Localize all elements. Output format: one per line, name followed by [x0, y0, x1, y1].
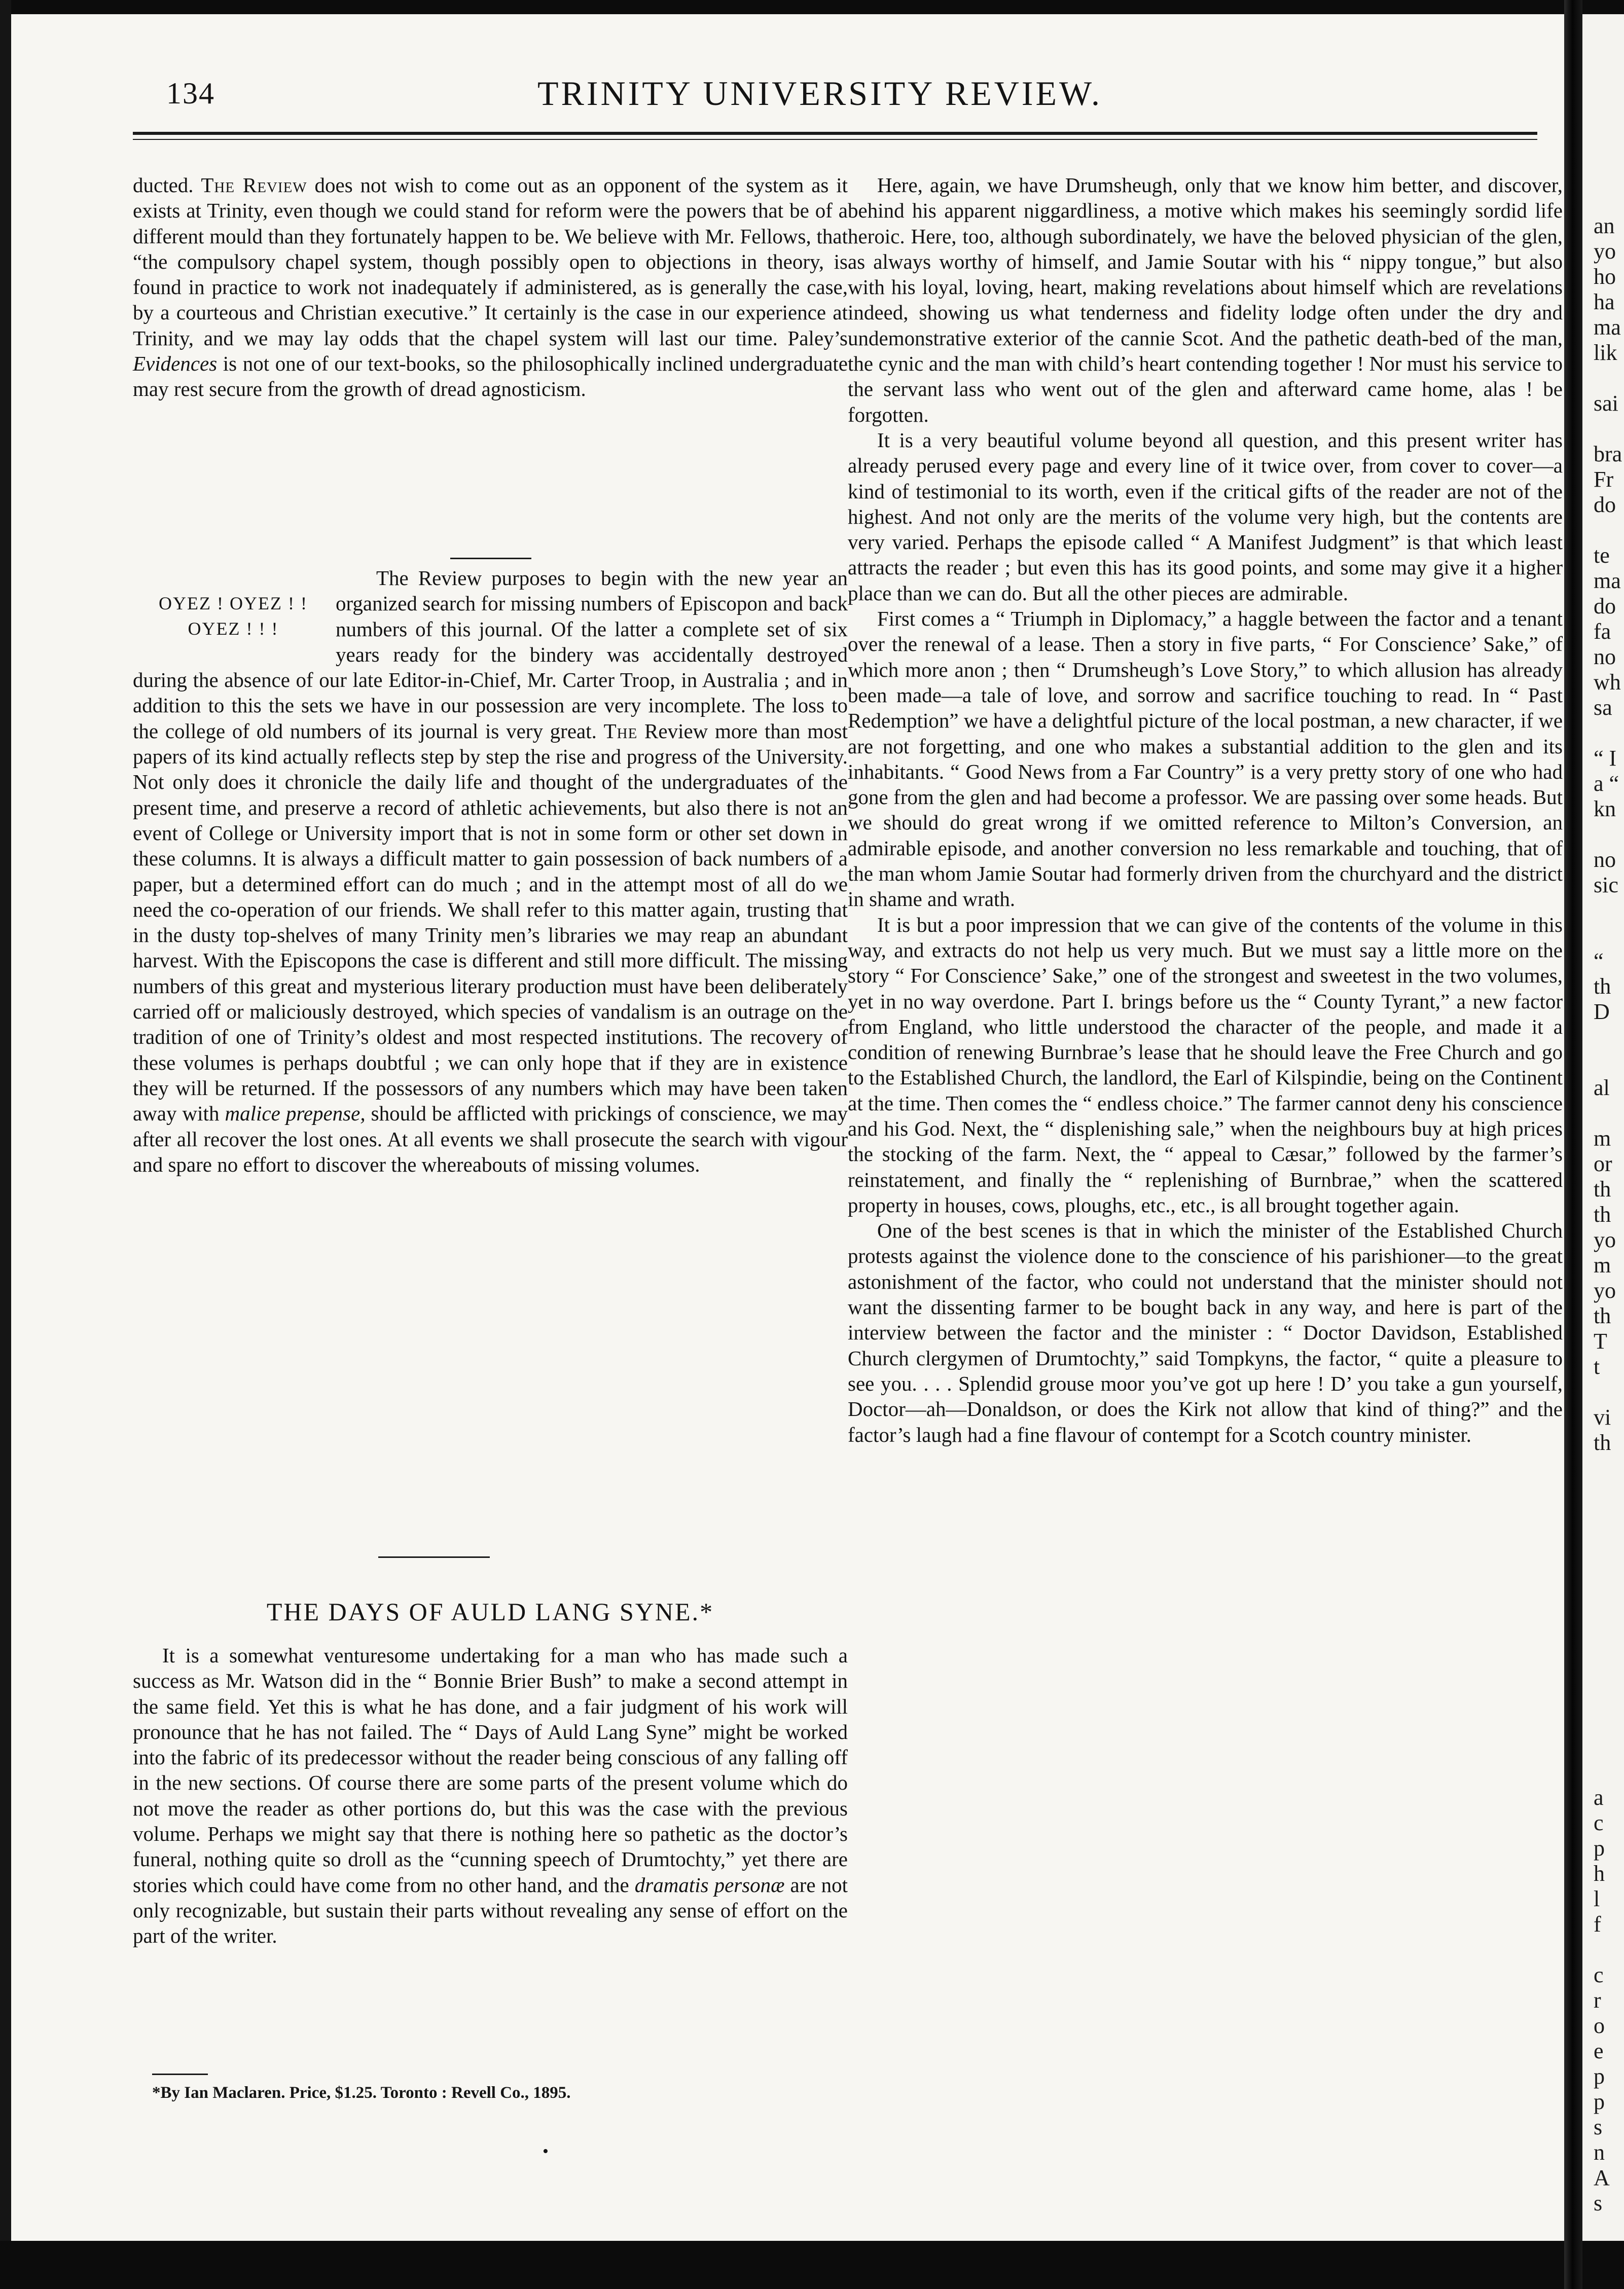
facing-page-line-fragment: th [1594, 974, 1611, 999]
facing-page-line-fragment: yo [1594, 239, 1616, 264]
header-rule-thin [133, 139, 1537, 140]
paragraph-best-scenes: One of the best scenes is that in which the minister of the Established Church protests against the violence done to the conscience of his parishioner—to the great astonishment of the factor, who could not understand that the minister should not want the dissenting farmer to be bought back in any way, and here is part of the interview between the factor and the minister : “ Doctor Davidson, Established Church clergymen of Drumtochty,” said Tompkyns, the factor, “ quite a pleasure to see you. . . . Splendid grouse moor you’ve got up here ! D’ you take a gun yourself, Doctor—ah—Donaldson, or does the Kirk not allow that kind of thing?” and the factor’s laugh had a fine flavour of contempt for a Scotch country minister. [848, 1219, 1563, 1446]
facing-page-line-fragment: sai [1594, 391, 1618, 416]
paragraph-contents: First comes a “ Triumph in Diplomacy,” a haggle between the factor and a tenant over the renewal of a lease. Then a story in five parts, “ For Conscience’ Sake,” of which more anon ; then “ Drumsheugh’s Love Story,” to which allusion has already been made—a tale of love, and sorrow and sacrifice touching to read. In “ Past Redemption” we have a delightful picture of the local postman, a new character, if we are not forgetting, and one who makes a substantial addition to the glen and its inhabitants. “ Good News from a Far Country” is a very pretty story of one who had gone from the glen and had become a professor. We are passing over some heads. But we should do great wrong if we omitted reference to Milton’s Conversion, an admirable episode, and another conversion no less remarkable and touching, that of the man whom Jamie Soutar had formerly driven from the churchyard and the district in shame and wrath. [848, 607, 1563, 911]
facing-page-line-fragment: al [1594, 1075, 1610, 1100]
facing-page-line-fragment: l [1594, 1886, 1600, 1911]
facing-page-line-fragment: “ I [1594, 746, 1617, 771]
paragraph-conscience-sake: It is but a poor impression that we can give of the contents of the volume in this way, and extracts do not help us very much. But we must say a little more on the story “ For Conscience’ Sake,” one of the strongest and sweetest in the two volumes, yet in no way overdone. Part I. brings before us the “ County Tyrant,” a new factor from England, who little understood the character of the people, and made it a condition of renewing Burnbrae’s lease that he should leave the Free Church and go to the Established Church, the landlord, the Earl of Kilspindie, being on the Continent at the time. Then comes the “ endless choice.” The farmer cannot deny his conscience and his God. Next, the “ displenishing sale,” when the neighbours buy at high prices the stocking of the farm. Next, the “ appeal to Cæsar,” followed by the farmer’s reinstatement, and finally the “ replenishing of Burnbrae,” when the scattered property in houses, cows, ploughs, etc., etc., is all brought together again. [848, 913, 1563, 1217]
facing-page-line-fragment: do [1594, 594, 1616, 619]
oyez-line-2: OYEZ ! ! ! [188, 619, 279, 639]
facing-page-line-fragment: D [1594, 999, 1610, 1024]
article-intro-column [133, 1643, 848, 1949]
facing-page-line-fragment: lik [1594, 340, 1617, 365]
section-rule-article [378, 1556, 490, 1558]
facing-page-line-fragment: sic [1594, 873, 1618, 897]
facing-page-line-fragment: p [1594, 2064, 1605, 2089]
facing-page-line-fragment: or [1594, 1151, 1612, 1176]
printer-mark: • [543, 2142, 549, 2161]
facing-page-line-fragment: th [1594, 1177, 1611, 1202]
facing-page-line-fragment: ma [1594, 315, 1621, 340]
running-head: TRINITY UNIVERSITY REVIEW. [537, 74, 1102, 113]
facing-page-line-fragment: f [1594, 1912, 1601, 1937]
facing-page-line-fragment: yo [1594, 1278, 1616, 1303]
footnote: *By Ian Maclaren. Price, $1.25. Toronto : Revell Co., 1895. [152, 2084, 571, 2102]
section-rule-short [450, 558, 531, 559]
facing-page-line-fragment: yo [1594, 1227, 1616, 1252]
article-title: THE DAYS OF AULD LANG SYNE.* [266, 1597, 714, 1626]
facing-page-line-fragment: m [1594, 1126, 1611, 1151]
facing-page-line-fragment: n [1594, 2140, 1605, 2165]
facing-page-line-fragment: bra [1594, 442, 1622, 466]
facing-page-line-fragment: c [1594, 1810, 1604, 1835]
facing-page-line-fragment: vi [1594, 1405, 1611, 1430]
paragraph-beautiful-volume: It is a very beautiful volume beyond all question, and this present writer has already perused every page and every line of it twice over, from cover to cover—a kind of testimonial to its worth, even if the critical gifts of the reader are not of the highest. And not only are the merits of the volume very high, but the contents are very varied. Perhaps the episode called “ A Manifest Judgment” is that which least attracts the reader ; but even this has its good points, and some may give it a higher place than we can do. But all the other pieces are admirable. [848, 428, 1563, 605]
facing-page-line-fragment: sa [1594, 695, 1612, 720]
facing-page-line-fragment: c [1594, 1963, 1604, 1987]
oyez-article [133, 565, 848, 1177]
scan-edge-left [0, 0, 11, 2289]
facing-page-line-fragment: fa [1594, 619, 1611, 644]
header-rule-thick [133, 132, 1537, 135]
facing-page-line-fragment: ho [1594, 264, 1616, 289]
facing-page-line-fragment: p [1594, 1836, 1605, 1861]
facing-page-line-fragment: ma [1594, 568, 1621, 593]
page-number: 134 [166, 77, 215, 110]
facing-page-line-fragment: e [1594, 2039, 1604, 2063]
facing-page-line-fragment: te [1594, 543, 1610, 568]
facing-page-line-fragment: t [1594, 1354, 1600, 1379]
paragraph-missing-numbers: The Review purposes to begin with the new year an organized search for missing numbers of Episcopon and back numbers of this journal. Of the latter a complete set of six years ready for the bindery was accidentally destroyed during the absence of our late Editor-in-Chief, Mr. Carter Troop, in Australia ; and in addition to this the sets we have in our possession are very incomplete. The loss to the college of old numbers of its journal is very great. The Review more than most papers of its kind actually reflects step by step the rise and progress of the University. Not only does it chronicle the daily life and thought of the undergraduates of the present time, and preserve a record of athletic achievements, but also there is not an event of College or University import that is not in some form or other set down in these columns. It is always a difficult matter to gain possession of back numbers of a paper, but a determined effort can do much ; and in the attempt most of all do we need the co-operation of our friends. We shall refer to this matter again, trusting that in the dusty top-shelves of many Trinity men’s libraries we may reap an abundant harvest. With the Episcopons the case is different and still more difficult. The missing numbers of this great and mysterious literary production must have been deliberately carried off or maliciously destroyed, which species of vandalism is an outrage on the tradition of one of Trinity’s oldest and most respected institutions. The recovery of these volumes is perhaps doubtful ; we can only hope that if they are in existence they will be returned. If the possessors of any numbers which may have been taken away with malice prepense, should be afflicted with prickings of conscience, we may after all recover the lost ones. At all events we shall prosecute the search with vigour and spare no effort to discover the whereabouts of missing volumes. [133, 566, 848, 1176]
facing-page-line-fragment: T [1594, 1329, 1607, 1354]
facing-page-line-fragment: h [1594, 1861, 1605, 1886]
left-column-intro [133, 172, 848, 402]
oyez-line-1: OYEZ ! OYEZ ! ! [159, 593, 308, 613]
facing-page-line-fragment: A [1594, 2165, 1610, 2190]
facing-page-line-fragment: wh [1594, 670, 1621, 695]
paragraph-review-intro: It is a somewhat venturesome undertaking for a man who has made such a success as Mr. Watson did in the “ Bonnie Brier Bush” to make a second attempt in the same field. Yet this is what he has done, and a fair judgment of his work will pronounce that he has not failed. The “ Days of Auld Lang Syne” might be worked into the fabric of its predecessor without the reader being conscious of any falling off in the new sections. Of course there are some parts of the present volume which do not move the reader as other portions do, but this was the case with the previous volume. Perhaps we might say that there is nothing here so pathetic as the doctor’s funeral, nothing quite so droll as the “cunning speech of Drumtochty,” yet there are stories which could have come from no other hand, and the dramatis personæ are not only recognizable, but sustain their parts without revealing any sense of effort on the part of the writer. [133, 1644, 848, 1948]
facing-page-line-fragment: a “ [1594, 771, 1619, 796]
facing-page-line-fragment: o [1594, 2013, 1605, 2038]
facing-page-line-fragment: do [1594, 492, 1616, 517]
facing-page-line-fragment: r [1594, 1988, 1601, 2013]
facing-page-line-fragment: th [1594, 1202, 1611, 1227]
facing-page-line-fragment: no [1594, 644, 1616, 669]
book-gutter [1564, 0, 1582, 2289]
facing-page-line-fragment: s [1594, 2191, 1603, 2215]
scan-edge-bottom [0, 2241, 1624, 2289]
facing-page-line-fragment: m [1594, 1253, 1611, 1278]
facing-page-line-fragment: a [1594, 1785, 1604, 1810]
paragraph-drumsheugh: Here, again, we have Drumsheugh, only that we know him better, and discover, behind his apparent niggardliness, a motive which makes his seemingly sordid life heroic. Here, too, although subordinately, we have the beloved physician of the glen, as always worthy of himself, and Jamie Soutar with his “ nippy tongue,” but also with his loyal, loving, heart, making revelations about himself which are revelations indeed, showing us what tenderness and fidelity lodge often under the dry and undemonstrative exterior of the cannie Scot. And the pathetic death-bed of the man, the cynic and the man with child’s heart contending together ! Nor must his service to the servant lass who went out of the glen and afterward came home, alas ! be forgotten. [848, 173, 1563, 426]
facing-page-line-fragment: th [1594, 1303, 1611, 1328]
facing-page-fragment [1582, 14, 1624, 2241]
footnote-rule [152, 2074, 208, 2075]
facing-page-line-fragment: “ [1594, 949, 1604, 973]
scan-edge-top [0, 0, 1624, 14]
facing-page-line-fragment: s [1594, 2115, 1603, 2139]
facing-page-line-fragment: Fr [1594, 467, 1614, 492]
facing-page-line-fragment: ha [1594, 289, 1615, 314]
facing-page-line-fragment: an [1594, 213, 1615, 238]
facing-page-line-fragment: p [1594, 2089, 1605, 2114]
facing-page-line-fragment: no [1594, 847, 1616, 872]
right-column [848, 172, 1563, 1447]
facing-page-line-fragment: kn [1594, 796, 1616, 821]
sidehead-spacer [133, 565, 336, 667]
facing-page-line-fragment: th [1594, 1430, 1611, 1455]
paragraph-chapel-system: ducted. The Review does not wish to come out as an opponent of the system as it exists at Trinity, even though we could stand for reform were the powers that be of a different mould than they fortunately happen to be. We believe with Mr. Fellows, that “the compulsory chapel system, though possibly open to objections in theory, is found in practice to work not inadequately if administered, as is generally the case, by a courteous and Christian executive.” It certainly is the case in our experience at Trinity, and we may lay odds that the chapel system will last our time. Paley’s Evidences is not one of our text-books, so the philosophically inclined undergraduate may rest secure from the growth of dread agnosticism. [133, 173, 848, 401]
